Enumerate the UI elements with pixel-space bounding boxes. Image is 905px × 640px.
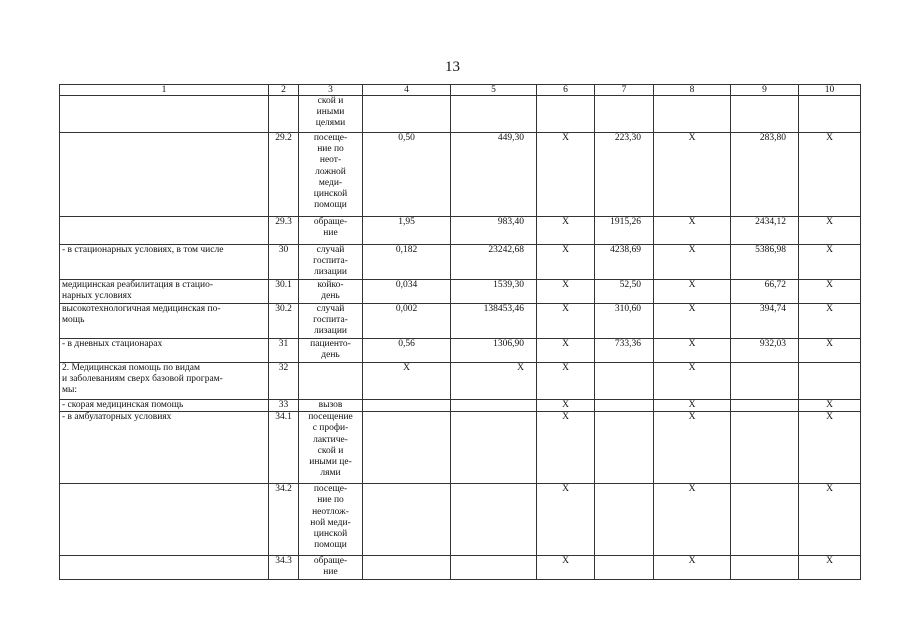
table-row — [60, 363, 861, 400]
cell-c2: 31 — [269, 339, 299, 363]
cell-c5 — [451, 400, 537, 412]
cell-c6: X — [537, 217, 595, 245]
cell-c10: X — [799, 339, 861, 363]
table-row — [60, 412, 861, 484]
cell-c7: 4238,69 — [595, 245, 654, 280]
cell-c10 — [799, 363, 861, 400]
cell-c2: 34.3 — [269, 556, 299, 580]
cell-c8: X — [654, 133, 731, 217]
cell-c6: X — [537, 280, 595, 304]
cell-c3: посеще- ние по неот- ложной меди- цинской помощи — [299, 133, 363, 217]
cell-c9 — [731, 363, 799, 400]
cell-c7 — [595, 556, 654, 580]
header-cell: 1 — [60, 85, 269, 96]
cell-c7: 1915,26 — [595, 217, 654, 245]
cell-c9: 66,72 — [731, 280, 799, 304]
cell-c4 — [363, 556, 451, 580]
cell-c10: X — [799, 245, 861, 280]
cell-c2: 30.2 — [269, 304, 299, 339]
header-cell: 2 — [269, 85, 299, 96]
cell-c3: койко- день — [299, 280, 363, 304]
cell-c9: 2434,12 — [731, 217, 799, 245]
cell-c9: 932,03 — [731, 339, 799, 363]
cell-c3: вызов — [299, 400, 363, 412]
cell-c3: обраще- ние — [299, 556, 363, 580]
cell-c10: X — [799, 556, 861, 580]
cell-c5: 983,40 — [451, 217, 537, 245]
cell-c1: - скорая медицинская помощь — [60, 400, 269, 412]
cell-c1 — [60, 484, 269, 556]
cell-c6 — [537, 96, 595, 133]
cell-c7: 223,30 — [595, 133, 654, 217]
table-row — [60, 339, 861, 363]
cell-c3: обраще- ние — [299, 217, 363, 245]
cell-c10: X — [799, 217, 861, 245]
cell-c9 — [731, 400, 799, 412]
cell-c1: медицинская реабилитация в стацио- нарных условиях — [60, 280, 269, 304]
page-number: 13 — [445, 59, 460, 75]
cell-c3: случай госпита- лизации — [299, 304, 363, 339]
cell-c5 — [451, 484, 537, 556]
cell-c4 — [363, 484, 451, 556]
cell-c4: X — [363, 363, 451, 400]
cell-c2: 29.2 — [269, 133, 299, 217]
cell-c7 — [595, 484, 654, 556]
cell-c4: 0,50 — [363, 133, 451, 217]
cell-c4 — [363, 400, 451, 412]
cell-c5: 23242,68 — [451, 245, 537, 280]
table-row — [60, 217, 861, 245]
cell-c2: 29.3 — [269, 217, 299, 245]
cell-c8: X — [654, 412, 731, 484]
cell-c8: X — [654, 304, 731, 339]
table-row — [60, 96, 861, 133]
cell-c2: 33 — [269, 400, 299, 412]
table-row — [60, 280, 861, 304]
cell-c10: X — [799, 400, 861, 412]
cell-c8: X — [654, 484, 731, 556]
data-table — [59, 84, 861, 580]
cell-c1: - в амбулаторных условиях — [60, 412, 269, 484]
cell-c1: - в дневных стационарах — [60, 339, 269, 363]
cell-c5: 1306,90 — [451, 339, 537, 363]
cell-c3: посещение с профи- лактиче- ской и иными це- лями — [299, 412, 363, 484]
cell-c6: X — [537, 400, 595, 412]
cell-c4: 0,034 — [363, 280, 451, 304]
cell-c7 — [595, 400, 654, 412]
cell-c7 — [595, 363, 654, 400]
cell-c1: 2. Медицинская помощь по видам и заболеваниям сверх базовой програм- мы: — [60, 363, 269, 400]
cell-c8: X — [654, 400, 731, 412]
cell-c7: 310,60 — [595, 304, 654, 339]
cell-c5: X — [451, 363, 537, 400]
cell-c3: ской и иными целями — [299, 96, 363, 133]
cell-c8: X — [654, 217, 731, 245]
cell-c3: пациенто- день — [299, 339, 363, 363]
cell-c10: X — [799, 484, 861, 556]
cell-c9: 5386,98 — [731, 245, 799, 280]
cell-c6: X — [537, 412, 595, 484]
cell-c6: X — [537, 363, 595, 400]
cell-c8: X — [654, 363, 731, 400]
cell-c9 — [731, 484, 799, 556]
cell-c1: - в стационарных условиях, в том числе — [60, 245, 269, 280]
header-cell: 3 — [299, 85, 363, 96]
cell-c7 — [595, 96, 654, 133]
table-row — [60, 400, 861, 412]
header-cell: 7 — [595, 85, 654, 96]
cell-c8: X — [654, 245, 731, 280]
cell-c7 — [595, 412, 654, 484]
cell-c3 — [299, 363, 363, 400]
cell-c4: 0,002 — [363, 304, 451, 339]
cell-c6: X — [537, 484, 595, 556]
cell-c2: 32 — [269, 363, 299, 400]
cell-c7: 52,50 — [595, 280, 654, 304]
cell-c2: 34.2 — [269, 484, 299, 556]
cell-c4: 0,56 — [363, 339, 451, 363]
cell-c10: X — [799, 412, 861, 484]
cell-c2: 30.1 — [269, 280, 299, 304]
cell-c9 — [731, 412, 799, 484]
cell-c1 — [60, 96, 269, 133]
cell-c4 — [363, 96, 451, 133]
cell-c9 — [731, 556, 799, 580]
cell-c8: X — [654, 556, 731, 580]
cell-c6: X — [537, 245, 595, 280]
header-cell: 9 — [731, 85, 799, 96]
cell-c8: X — [654, 280, 731, 304]
cell-c9: 283,80 — [731, 133, 799, 217]
cell-c3: случай госпита- лизации — [299, 245, 363, 280]
table-row — [60, 556, 861, 580]
cell-c4 — [363, 412, 451, 484]
cell-c2: 30 — [269, 245, 299, 280]
header-cell: 6 — [537, 85, 595, 96]
header-row — [60, 85, 861, 96]
cell-c3: посеще- ние по неотлож- ной меди- цинской помощи — [299, 484, 363, 556]
cell-c7: 733,36 — [595, 339, 654, 363]
cell-c8 — [654, 96, 731, 133]
cell-c5: 449,30 — [451, 133, 537, 217]
cell-c6: X — [537, 556, 595, 580]
table-row — [60, 133, 861, 217]
header-cell: 4 — [363, 85, 451, 96]
cell-c5: 1539,30 — [451, 280, 537, 304]
cell-c2: 34.1 — [269, 412, 299, 484]
header-cell: 10 — [799, 85, 861, 96]
cell-c9: 394,74 — [731, 304, 799, 339]
cell-c6: X — [537, 304, 595, 339]
cell-c5 — [451, 556, 537, 580]
table-row — [60, 304, 861, 339]
cell-c1 — [60, 133, 269, 217]
cell-c5: 138453,46 — [451, 304, 537, 339]
cell-c1 — [60, 556, 269, 580]
cell-c5 — [451, 412, 537, 484]
cell-c10 — [799, 96, 861, 133]
table-row — [60, 245, 861, 280]
cell-c4: 0,182 — [363, 245, 451, 280]
cell-c2 — [269, 96, 299, 133]
cell-c1 — [60, 217, 269, 245]
cell-c10: X — [799, 304, 861, 339]
header-cell: 8 — [654, 85, 731, 96]
table-row — [60, 484, 861, 556]
cell-c6: X — [537, 339, 595, 363]
header-cell: 5 — [451, 85, 537, 96]
cell-c9 — [731, 96, 799, 133]
cell-c6: X — [537, 133, 595, 217]
cell-c10: X — [799, 133, 861, 217]
cell-c4: 1,95 — [363, 217, 451, 245]
cell-c10: X — [799, 280, 861, 304]
cell-c5 — [451, 96, 537, 133]
cell-c1: высокотехнологичная медицинская по- мощь — [60, 304, 269, 339]
cell-c8: X — [654, 339, 731, 363]
